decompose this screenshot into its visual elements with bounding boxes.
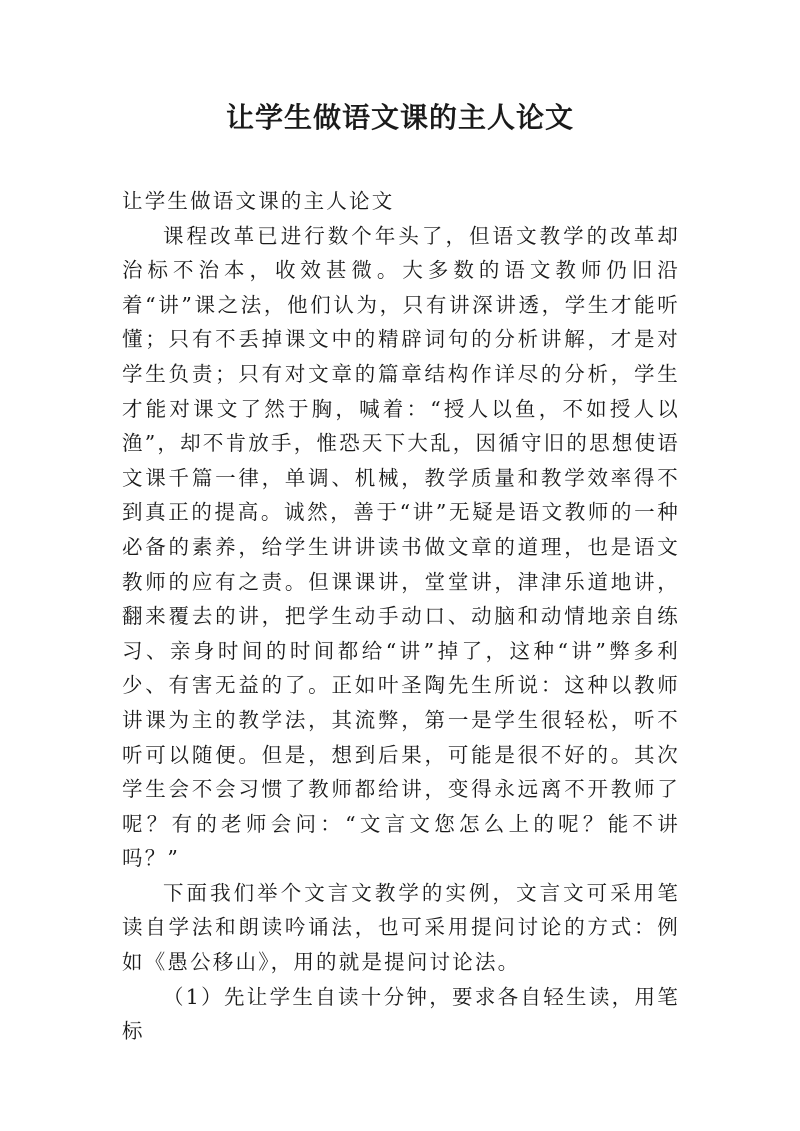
body-paragraph: 下面我们举个文言文教学的实例，文言文可采用笔读自学法和朗读吟诵法，也可采用提问讨论的方式：例如《愚公移山》，用的就是提问讨论法。 [122,880,680,975]
body-paragraph: 课程改革已进行数个年头了，但语文教学的改革却治标不治本，收效甚微。大多数的语文教师仍旧沿着“讲”课之法，他们认为，只有讲深讲透，学生才能听懂；只有不丢掉课文中的精辟词句的分析讲解，才是对学生负责；只有对文章的篇章结构作详尽的分析，学生才能对课文了然于胸，喊着：“授人以鱼，不如授人以渔”，却不肯放手，惟恐天下大乱，因循守旧的思想使语文课千篇一律，单调、机械，教学质量和教学效率得不到真正的提高。诚然，善于“讲”无疑是语文教师的一种必备的素养，给学生讲讲读书做文章的道理，也是语文教师的应有之责。但课课讲，堂堂讲，津津乐道地讲，翻来覆去的讲，把学生动手动口、动脑和动情地亲自练习、亲身时间的时间都给“讲”掉了，这种“讲”弊多利少、有害无益的了。正如叶圣陶先生所说：这种以教师讲课为主的教学法，其流弊，第一是学生很轻松，听不听可以随便。但是，想到后果，可能是很不好的。其次学生会不会习惯了教师都给讲，变得永远离不开教师了呢？有的老师会问：“文言文您怎么上的呢？能不讲吗？” [122,223,680,871]
document-title: 让学生做语文课的主人论文 [225,101,574,134]
subtitle-line: 让学生做语文课的主人论文 [122,189,395,213]
document-body [122,184,680,1049]
body-paragraph: （1）先让学生自读十分钟，要求各自轻生读，用笔标 [122,984,680,1044]
